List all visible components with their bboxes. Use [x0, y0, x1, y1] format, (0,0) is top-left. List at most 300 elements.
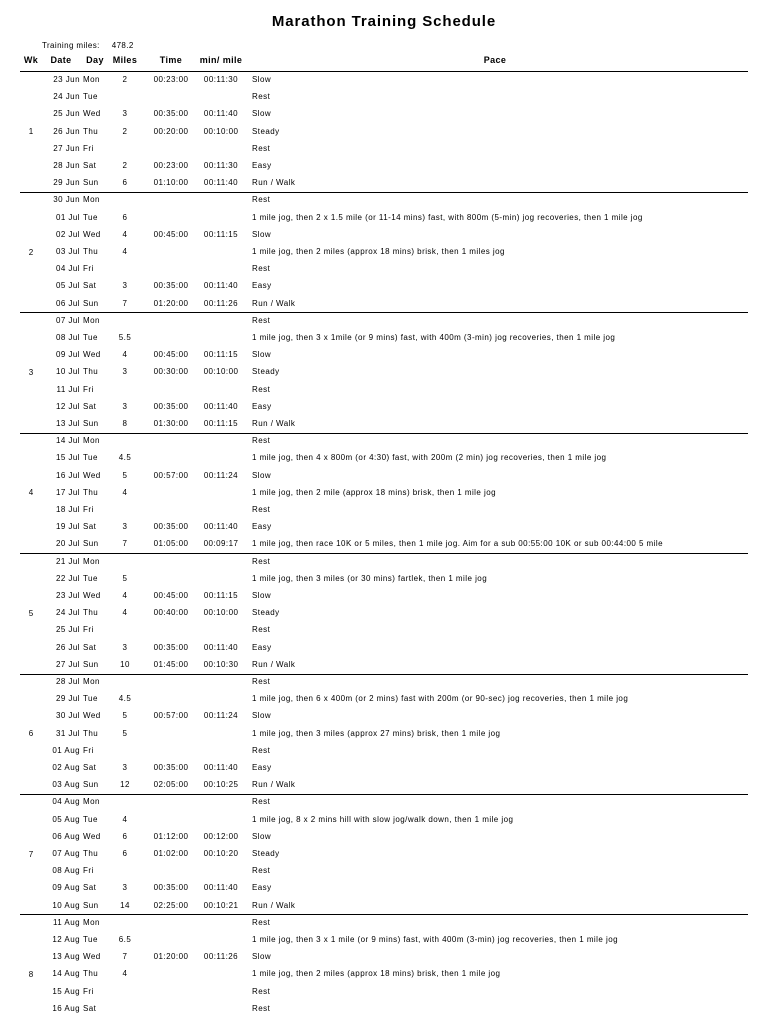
day-cell: Mon: [83, 315, 100, 325]
time-cell: 00:45:00: [153, 350, 189, 360]
pace-cell: Rest: [252, 1003, 271, 1013]
miles-cell: 4: [122, 247, 128, 256]
table-row: [0, 450, 768, 467]
min-per-mile-cell: 00:10:30: [203, 659, 239, 669]
date-cell: 07 Aug: [52, 849, 80, 858]
pace-cell: Rest: [252, 384, 271, 394]
date-cell: 09 Aug: [52, 883, 80, 893]
day-cell: Thu: [83, 849, 99, 858]
min-per-mile-cell: 00:11:24: [203, 711, 239, 721]
miles-cell: 6: [122, 849, 128, 858]
pace-cell: Rest: [252, 745, 271, 755]
miles-cell: 7: [122, 539, 128, 549]
date-cell: 12 Aug: [52, 935, 80, 944]
day-cell: Fri: [83, 264, 94, 274]
miles-cell: 3: [122, 522, 128, 532]
min-per-mile-cell: 00:11:15: [203, 419, 239, 428]
time-cell: 01:05:00: [153, 539, 189, 549]
date-cell: 02 Aug: [52, 763, 80, 772]
table-row: [0, 192, 768, 209]
date-cell: 29 Jun: [53, 178, 80, 188]
day-cell: Tue: [83, 453, 98, 463]
pace-cell: Slow: [252, 350, 272, 360]
pace-cell: Rest: [252, 264, 271, 274]
table-row: [0, 141, 768, 158]
table-row: [0, 468, 768, 485]
miles-cell: 4.5: [118, 453, 132, 463]
table-row: [0, 433, 768, 450]
day-cell: Thu: [83, 126, 99, 136]
day-cell: Sun: [83, 900, 99, 910]
miles-cell: 12: [120, 780, 130, 790]
day-cell: Fri: [83, 866, 94, 876]
date-cell: 01 Jul: [55, 212, 80, 222]
miles-cell: 3: [122, 367, 128, 377]
date-cell: 09 Jul: [55, 350, 80, 360]
min-per-mile-cell: 00:10:21: [203, 900, 239, 910]
pace-cell: Slow: [252, 229, 272, 239]
day-cell: Sat: [83, 161, 97, 170]
date-cell: 30 Jul: [55, 711, 80, 721]
miles-cell: 3: [122, 642, 128, 652]
date-cell: 19 Jul: [55, 522, 80, 532]
min-per-mile-cell: 00:11:40: [203, 642, 239, 652]
table-row: [0, 898, 768, 915]
table-row: [0, 726, 768, 743]
table-row: [0, 261, 768, 278]
table-row: [0, 330, 768, 347]
day-cell: Wed: [83, 591, 101, 600]
day-cell: Mon: [83, 677, 100, 686]
table-row: [0, 743, 768, 760]
table-row: [0, 691, 768, 708]
pace-cell: Slow: [252, 952, 272, 962]
week-number: 4: [28, 488, 34, 498]
min-per-mile-cell: 00:11:26: [203, 298, 239, 308]
week-number: 7: [28, 849, 34, 859]
miles-cell: 4: [122, 814, 128, 824]
pace-cell: Slow: [252, 831, 272, 841]
table-row: [0, 227, 768, 244]
time-cell: 00:35:00: [153, 522, 189, 532]
pace-cell: Rest: [252, 92, 271, 102]
table-row: [0, 932, 768, 949]
day-cell: Fri: [83, 384, 94, 394]
table-row: [0, 984, 768, 1001]
training-miles-summary: [42, 41, 134, 50]
day-cell: Tue: [83, 935, 98, 944]
time-cell: 00:35:00: [153, 109, 189, 119]
pace-cell: 1 mile jog, then 3 miles (or 30 mins) fartlek, then 1 mile jog: [252, 573, 488, 583]
min-per-mile-cell: 00:11:15: [203, 591, 239, 600]
day-cell: Wed: [83, 350, 101, 360]
table-row: [0, 794, 768, 811]
day-cell: Sun: [83, 419, 99, 428]
date-cell: 26 Jul: [55, 642, 80, 652]
pace-cell: Rest: [252, 436, 271, 446]
table-row: [0, 382, 768, 399]
pace-cell: Run / Walk: [252, 900, 296, 910]
day-cell: Sat: [83, 883, 97, 893]
date-cell: 22 Jul: [55, 573, 80, 583]
day-cell: Mon: [83, 195, 100, 205]
pace-cell: 1 mile jog, then 4 x 800m (or 4:30) fast, with 200m (2 min) jog recoveries, then 1 mile jog: [252, 453, 607, 463]
miles-cell: 3: [122, 763, 128, 772]
pace-cell: 1 mile jog, then 3 miles (approx 27 mins) brisk, then 1 mile jog: [252, 728, 501, 738]
day-cell: Mon: [83, 436, 100, 446]
min-per-mile-cell: 00:11:40: [203, 281, 239, 291]
table-row: [0, 106, 768, 123]
table-row: [0, 502, 768, 519]
day-cell: Sat: [83, 642, 97, 652]
min-per-mile-cell: 00:11:15: [203, 229, 239, 239]
miles-cell: 6: [122, 831, 128, 841]
miles-cell: 7: [122, 298, 128, 308]
table-row: [0, 519, 768, 536]
date-cell: 24 Jul: [55, 608, 80, 618]
time-cell: 00:20:00: [153, 126, 189, 136]
pace-cell: Rest: [252, 505, 271, 514]
miles-cell: 3: [122, 401, 128, 411]
time-cell: 00:45:00: [153, 229, 189, 239]
pace-cell: 1 mile jog, then 2 miles (approx 18 mins) brisk, then 1 miles jog: [252, 247, 505, 256]
day-cell: Thu: [83, 247, 99, 256]
miles-cell: 4: [122, 591, 128, 600]
pace-cell: 1 mile jog, 8 x 2 mins hill with slow jog/walk down, then 1 mile jog: [252, 814, 514, 824]
table-header: [0, 55, 768, 69]
date-cell: 10 Aug: [52, 900, 80, 910]
table-row: [0, 158, 768, 175]
date-cell: 15 Aug: [52, 986, 80, 996]
time-cell: 01:20:00: [153, 952, 189, 962]
min-per-mile-cell: 00:11:40: [203, 401, 239, 411]
time-cell: 01:12:00: [153, 831, 189, 841]
week-number: 1: [28, 127, 34, 137]
miles-cell: 5: [122, 711, 128, 721]
date-cell: 23 Jul: [55, 591, 80, 600]
table-row: [0, 89, 768, 106]
week-number: 8: [28, 970, 34, 979]
date-cell: 08 Jul: [55, 333, 80, 342]
day-cell: Fri: [83, 143, 94, 153]
min-per-mile-cell: 00:11:15: [203, 350, 239, 360]
pace-cell: Rest: [252, 917, 271, 927]
table-row: [0, 777, 768, 794]
pace-cell: Rest: [252, 315, 271, 325]
date-cell: 11 Aug: [52, 917, 80, 927]
pace-cell: Run / Walk: [252, 780, 296, 790]
table-row: [0, 622, 768, 639]
table-row: [0, 175, 768, 192]
miles-cell: 10: [120, 659, 130, 669]
miles-cell: 8: [122, 419, 128, 428]
table-row: [0, 949, 768, 966]
time-cell: 00:35:00: [153, 642, 189, 652]
table-row: [0, 708, 768, 725]
table-row: [0, 640, 768, 657]
date-cell: 04 Jul: [55, 264, 80, 274]
min-per-mile-cell: 00:11:24: [203, 470, 239, 480]
min-per-mile-cell: 00:11:40: [203, 763, 239, 772]
date-cell: 05 Aug: [52, 814, 80, 824]
time-cell: 00:35:00: [153, 883, 189, 893]
table-row: [0, 210, 768, 227]
table-row: [0, 760, 768, 777]
pace-cell: Slow: [252, 470, 272, 480]
time-cell: 01:02:00: [153, 849, 189, 858]
table-row: [0, 657, 768, 674]
time-cell: 00:57:00: [153, 711, 189, 721]
miles-cell: 2: [122, 75, 128, 84]
date-cell: 14 Aug: [52, 969, 80, 979]
day-cell: Sun: [83, 780, 99, 790]
date-cell: 14 Jul: [55, 436, 80, 446]
pace-cell: Steady: [252, 367, 280, 377]
time-cell: 00:35:00: [153, 763, 189, 772]
min-per-mile-cell: 00:10:00: [203, 126, 239, 136]
table-row: [0, 915, 768, 932]
date-cell: 26 Jun: [53, 126, 80, 136]
miles-cell: 6.5: [118, 935, 132, 944]
pace-cell: Slow: [252, 591, 272, 600]
day-cell: Sat: [83, 763, 97, 772]
date-cell: 13 Aug: [52, 952, 80, 962]
min-per-mile-cell: 00:10:20: [203, 849, 239, 858]
date-cell: 30 Jun: [53, 195, 80, 205]
pace-cell: Easy: [252, 883, 272, 893]
day-cell: Wed: [83, 831, 101, 841]
date-cell: 29 Jul: [55, 694, 80, 704]
day-cell: Tue: [83, 333, 98, 342]
miles-cell: 5: [122, 728, 128, 738]
table-row: [0, 485, 768, 502]
date-cell: 25 Jul: [55, 625, 80, 635]
table-row: [0, 571, 768, 588]
date-cell: 12 Jul: [55, 401, 80, 411]
miles-cell: 6: [122, 178, 128, 188]
pace-cell: Slow: [252, 109, 272, 119]
date-cell: 16 Aug: [52, 1003, 80, 1013]
day-cell: Sat: [83, 401, 97, 411]
min-per-mile-cell: 00:10:00: [203, 367, 239, 377]
day-cell: Tue: [83, 92, 98, 102]
date-cell: 27 Jul: [55, 659, 80, 669]
table-row: [0, 244, 768, 261]
miles-cell: 3: [122, 883, 128, 893]
miles-cell: 3: [122, 109, 128, 119]
miles-cell: 3: [122, 281, 128, 291]
date-cell: 31 Jul: [55, 728, 80, 738]
min-per-mile-cell: 00:11:30: [203, 161, 239, 170]
day-cell: Wed: [83, 711, 101, 721]
table-row: [0, 72, 768, 89]
date-cell: 11 Jul: [56, 384, 80, 394]
date-cell: 25 Jun: [53, 109, 80, 119]
day-cell: Wed: [83, 229, 101, 239]
column-header-pace: Pace: [483, 55, 507, 65]
day-cell: Thu: [83, 487, 99, 497]
table-row: [0, 296, 768, 313]
min-per-mile-cell: 00:12:00: [203, 831, 239, 841]
min-per-mile-cell: 00:11:40: [203, 178, 239, 188]
table-row: [0, 124, 768, 141]
pace-cell: Easy: [252, 281, 272, 291]
time-cell: 00:30:00: [153, 367, 189, 377]
time-cell: 00:40:00: [153, 608, 189, 618]
date-cell: 03 Aug: [52, 780, 80, 790]
day-cell: Mon: [83, 917, 100, 927]
time-cell: 00:23:00: [153, 75, 189, 84]
miles-cell: 2: [122, 126, 128, 136]
pace-cell: 1 mile jog, then 2 miles (approx 18 mins) brisk, then 1 mile jog: [252, 969, 501, 979]
miles-cell: 4: [122, 350, 128, 360]
column-header-date: Date: [50, 55, 72, 65]
pace-cell: Easy: [252, 763, 272, 772]
week-number: 2: [28, 247, 34, 257]
pace-cell: Run / Walk: [252, 298, 296, 308]
date-cell: 06 Aug: [52, 831, 80, 841]
pace-cell: Steady: [252, 608, 280, 618]
pace-cell: 1 mile jog, then 2 x 1.5 mile (or 11-14 mins) fast, with 800m (5-min) jog recoveries, then 1 mile jog: [252, 212, 643, 222]
day-cell: Mon: [83, 797, 100, 807]
miles-cell: 4: [122, 608, 128, 618]
day-cell: Sat: [83, 281, 97, 291]
table-row: [0, 674, 768, 691]
table-row: [0, 588, 768, 605]
min-per-mile-cell: 00:11:40: [203, 109, 239, 119]
pace-cell: Steady: [252, 849, 280, 858]
table-row: [0, 605, 768, 622]
miles-cell: 5: [122, 573, 128, 583]
pace-cell: Run / Walk: [252, 178, 296, 188]
time-cell: 01:45:00: [153, 659, 189, 669]
pace-cell: Run / Walk: [252, 659, 296, 669]
pace-cell: 1 mile jog, then 2 mile (approx 18 mins) brisk, then 1 mile jog: [252, 487, 497, 497]
date-cell: 06 Jul: [55, 298, 80, 308]
column-header-miles: Miles: [112, 55, 138, 65]
pace-cell: Run / Walk: [252, 419, 296, 428]
min-per-mile-cell: 00:10:00: [203, 608, 239, 618]
miles-cell: 4: [122, 229, 128, 239]
pace-cell: Steady: [252, 126, 280, 136]
date-cell: 04 Aug: [52, 797, 80, 807]
table-row: [0, 846, 768, 863]
table-row: [0, 347, 768, 364]
miles-cell: 6: [122, 212, 128, 222]
min-per-mile-cell: 00:10:25: [203, 780, 239, 790]
time-cell: 00:45:00: [153, 591, 189, 600]
table-row: [0, 399, 768, 416]
table-row: [0, 863, 768, 880]
pace-cell: Slow: [252, 75, 272, 84]
table-row: [0, 364, 768, 381]
min-per-mile-cell: 00:11:40: [203, 522, 239, 532]
table-row: [0, 1001, 768, 1018]
table-row: [0, 880, 768, 897]
pace-cell: Easy: [252, 522, 272, 532]
date-cell: 10 Jul: [55, 367, 80, 377]
day-cell: Sun: [83, 659, 99, 669]
pace-cell: 1 mile jog, then 3 x 1 mile (or 9 mins) fast, with 400m (3-min) jog recoveries, then 1 mile jog: [252, 935, 618, 944]
date-cell: 27 Jun: [53, 143, 80, 153]
min-per-mile-cell: 00:11:26: [203, 952, 239, 962]
pace-cell: Rest: [252, 797, 271, 807]
miles-cell: 5: [122, 470, 128, 480]
day-cell: Mon: [83, 556, 100, 566]
day-cell: Thu: [83, 608, 99, 618]
pace-cell: Easy: [252, 401, 272, 411]
miles-cell: 7: [122, 952, 128, 962]
pace-cell: Slow: [252, 711, 272, 721]
date-cell: 05 Jul: [55, 281, 80, 291]
day-cell: Fri: [83, 625, 94, 635]
time-cell: 00:23:00: [153, 161, 189, 170]
table-row: [0, 966, 768, 983]
day-cell: Tue: [83, 814, 98, 824]
date-cell: 28 Jun: [53, 161, 80, 170]
date-cell: 15 Jul: [55, 453, 80, 463]
day-cell: Sat: [83, 522, 97, 532]
column-header-wk: Wk: [23, 55, 39, 65]
pace-cell: Rest: [252, 195, 271, 205]
day-cell: Tue: [83, 212, 98, 222]
training-miles-label: Training miles:: [42, 41, 100, 50]
day-cell: Fri: [83, 986, 94, 996]
miles-cell: 14: [120, 900, 130, 910]
pace-cell: Rest: [252, 625, 271, 635]
pace-cell: Rest: [252, 556, 271, 566]
week-number: 3: [28, 368, 34, 377]
day-cell: Sun: [83, 298, 99, 308]
column-header-min-per-mile: min/ mile: [199, 55, 243, 65]
date-cell: 17 Jul: [55, 487, 80, 497]
time-cell: 00:57:00: [153, 470, 189, 480]
pace-cell: Easy: [252, 642, 272, 652]
date-cell: 18 Jul: [55, 505, 80, 514]
min-per-mile-cell: 00:09:17: [203, 539, 239, 549]
miles-cell: 5.5: [118, 333, 132, 342]
day-cell: Thu: [83, 367, 99, 377]
day-cell: Thu: [83, 969, 99, 979]
pace-cell: Rest: [252, 986, 271, 996]
date-cell: 23 Jun: [53, 75, 80, 84]
time-cell: 01:20:00: [153, 298, 189, 308]
min-per-mile-cell: 00:11:30: [203, 75, 239, 84]
date-cell: 02 Jul: [55, 229, 80, 239]
time-cell: 00:35:00: [153, 281, 189, 291]
day-cell: Tue: [83, 573, 98, 583]
pace-cell: Rest: [252, 866, 271, 876]
time-cell: 02:25:00: [153, 900, 189, 910]
day-cell: Wed: [83, 109, 101, 119]
min-per-mile-cell: 00:11:40: [203, 883, 239, 893]
training-miles-value: 478.2: [111, 41, 134, 50]
date-cell: 28 Jul: [55, 677, 80, 686]
date-cell: 13 Jul: [55, 419, 80, 428]
column-header-time: Time: [159, 55, 183, 65]
day-cell: Sun: [83, 539, 99, 549]
page-title: Marathon Training Schedule: [271, 13, 497, 30]
time-cell: 01:30:00: [153, 419, 189, 428]
column-header-day: Day: [86, 55, 104, 65]
day-cell: Sat: [83, 1003, 97, 1013]
date-cell: 24 Jun: [53, 92, 80, 102]
day-cell: Wed: [83, 952, 101, 962]
pace-cell: Rest: [252, 677, 271, 686]
date-cell: 01 Aug: [52, 745, 80, 755]
day-cell: Fri: [83, 745, 94, 755]
table-row: [0, 536, 768, 553]
